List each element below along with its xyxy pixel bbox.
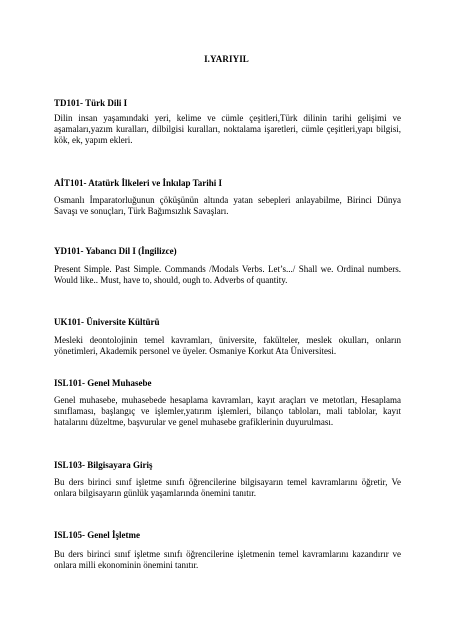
description-line: Savaşı ve sonuçları, Türk Bağımsızlık Savaşları. bbox=[54, 206, 229, 216]
description-line: Bu ders birinci sınıf işletme sınıfı öğrencilerine bilgisayarın temel kavramlarını öğretir, Ve bbox=[54, 477, 401, 487]
description-line: sınıflaması, başlangıç ve işlemler,yatırım işlemleri, bilanço tabloları, mali tablolar, kayıt bbox=[54, 406, 401, 416]
description-line: yönetimleri, Akademik personel ve üyeler. Osmaniye Korkut Ata Üniversitesi. bbox=[54, 346, 337, 356]
course-description-isl105 bbox=[54, 549, 401, 571]
course-heading-uk101: UK101- Üniversite Kültürü bbox=[54, 317, 160, 327]
description-line: Genel muhasebe, muhasebede hesaplama kavramları, kayıt araçları ve metotları, Hesaplama bbox=[54, 395, 401, 405]
course-description-ait101 bbox=[54, 195, 401, 217]
course-heading-td101: TD101- Türk Dili I bbox=[54, 98, 128, 108]
course-heading-ait101: AİT101- Atatürk İlkeleri ve İnkılap Tarihi I bbox=[54, 178, 223, 188]
course-description-td101 bbox=[54, 113, 401, 146]
description-line: Present Simple. Past Simple. Commands /Modals Verbs. Let’s.../ Shall we. Ordinal numbers. bbox=[54, 264, 401, 274]
description-line: Dilin insan yaşamındaki yeri, kelime ve cümle çeşitleri,Türk dilinin tarihi gelişimi ve bbox=[54, 113, 401, 123]
description-line: aşamaları,yazım kuralları, dilbilgisi kuralları, noktalama işaretleri, cümle çeşitleri,yapı bilgisi, bbox=[54, 124, 401, 134]
semester-title: I.YARIYIL bbox=[204, 54, 249, 64]
course-description-isl103 bbox=[54, 477, 401, 499]
description-line: onlara bilgisayarın günlük yaşamlarında önemini tanıtır. bbox=[54, 488, 256, 498]
course-heading-yd101: YD101- Yabancı Dil I (İngilizce) bbox=[54, 246, 177, 256]
course-heading-isl105: ISL105- Genel İşletme bbox=[54, 530, 140, 540]
course-heading-isl101: ISL101- Genel Muhasebe bbox=[54, 378, 152, 388]
description-line: hatalarını düzeltme, başvurular ve genel muhasebe grafiklerinin duyurulması. bbox=[54, 417, 334, 427]
course-description-uk101 bbox=[54, 335, 401, 357]
description-line: Bu ders birinci sınıf işletme sınıfı öğrencilerine işletmenin temel kavramlarını kazandırır ve bbox=[54, 549, 401, 559]
course-description-isl101 bbox=[54, 395, 401, 428]
description-line: Mesleki deontolojinin temel kavramları, üniversite, fakülteler, meslek okulları, onların bbox=[54, 335, 401, 345]
course-heading-isl103: ISL103- Bilgisayara Giriş bbox=[54, 460, 153, 470]
description-line: Would like.. Must, have to, should, ough to. Adverbs of quantity. bbox=[54, 275, 288, 285]
course-description-yd101 bbox=[54, 264, 401, 286]
description-line: Osmanlı İmparatorluğunun çöküşünün altında yatan sebepleri anlayabilme, Birinci Dünya bbox=[54, 195, 401, 205]
description-line: onlara milli ekonominin önemini tanıtır. bbox=[54, 560, 199, 570]
description-line: kök, ek, yapım ekleri. bbox=[54, 135, 133, 145]
